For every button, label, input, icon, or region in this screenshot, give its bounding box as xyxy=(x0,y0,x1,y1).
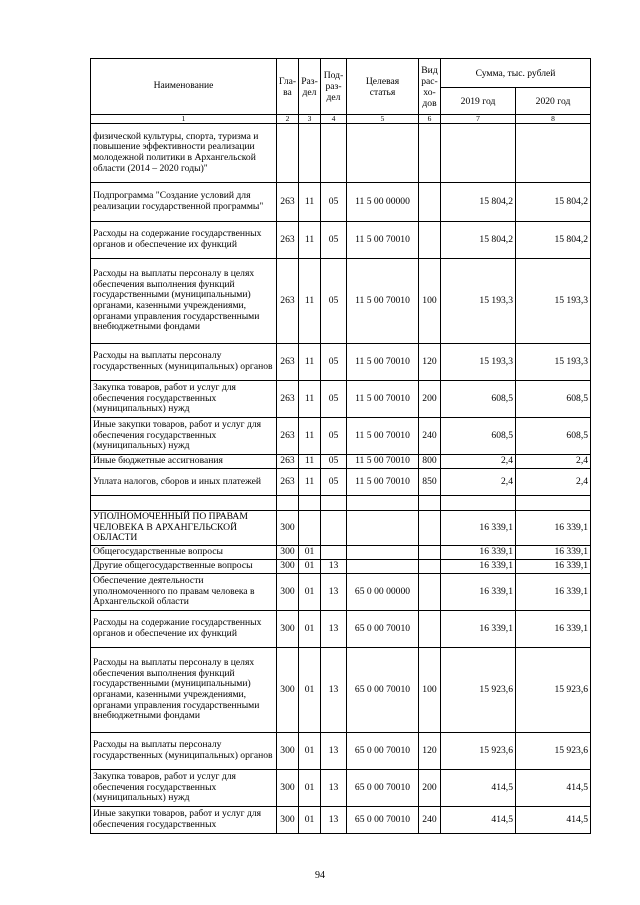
row-section: 11 xyxy=(299,183,321,222)
row-amount-2020: 16 339,1 xyxy=(516,611,591,648)
row-amount-2020: 16 339,1 xyxy=(516,560,591,574)
row-target: 11 5 00 70010 xyxy=(347,222,419,259)
row-expense-type: 240 xyxy=(419,418,441,455)
row-chapter: 300 xyxy=(277,511,299,546)
row-name: Расходы на выплаты персоналу в целях обеспечения выполнения функций государственными (муниципальными) органами, казенными учреждениями, органами управления государственными внебюджетными фондами xyxy=(91,648,277,733)
table-row xyxy=(91,469,591,496)
column-number: 6 xyxy=(419,115,441,124)
row-target: 11 5 00 70010 xyxy=(347,259,419,344)
row-section: 01 xyxy=(299,574,321,611)
row-amount-2019: 608,5 xyxy=(441,381,516,418)
row-chapter: 263 xyxy=(277,381,299,418)
row-target: 65 0 00 70010 xyxy=(347,611,419,648)
spacer-row xyxy=(91,496,591,511)
row-expense-type: 850 xyxy=(419,469,441,496)
header-subsection xyxy=(321,59,347,115)
row-target: 65 0 00 70010 xyxy=(347,648,419,733)
row-amount-2020: 16 339,1 xyxy=(516,574,591,611)
header-subsection-label: Под- раз- дел xyxy=(323,70,344,103)
row-amount-2019: 15 923,6 xyxy=(441,648,516,733)
row-subsection: 05 xyxy=(321,381,347,418)
column-number: 4 xyxy=(321,115,347,124)
row-chapter: 263 xyxy=(277,418,299,455)
row-target: 65 0 00 70010 xyxy=(347,807,419,834)
row-amount-2019: 15 804,2 xyxy=(441,183,516,222)
row-amount-2019: 608,5 xyxy=(441,418,516,455)
row-expense-type: 120 xyxy=(419,733,441,770)
row-amount-2019 xyxy=(441,496,516,511)
row-section xyxy=(299,511,321,546)
row-section: 11 xyxy=(299,455,321,469)
row-amount-2019: 15 804,2 xyxy=(441,222,516,259)
row-expense-type xyxy=(419,546,441,560)
row-subsection xyxy=(321,511,347,546)
row-section: 11 xyxy=(299,381,321,418)
row-expense-type: 200 xyxy=(419,381,441,418)
row-target: 65 0 00 70010 xyxy=(347,733,419,770)
row-amount-2019: 15 193,3 xyxy=(441,344,516,381)
row-subsection: 13 xyxy=(321,770,347,807)
table-body xyxy=(91,124,591,834)
row-chapter: 300 xyxy=(277,560,299,574)
column-number: 3 xyxy=(299,115,321,124)
row-subsection: 13 xyxy=(321,648,347,733)
header-target-label: Целевая статья xyxy=(365,75,400,98)
row-amount-2019 xyxy=(441,124,516,183)
row-target: 11 5 00 70010 xyxy=(347,455,419,469)
header-expense-type xyxy=(419,59,441,115)
row-expense-type xyxy=(419,183,441,222)
row-expense-type: 100 xyxy=(419,259,441,344)
row-expense-type xyxy=(419,560,441,574)
row-subsection: 05 xyxy=(321,469,347,496)
table-row xyxy=(91,733,591,770)
row-chapter: 300 xyxy=(277,546,299,560)
row-subsection: 05 xyxy=(321,183,347,222)
header-target xyxy=(347,59,419,115)
row-target: 11 5 00 70010 xyxy=(347,469,419,496)
row-section: 11 xyxy=(299,469,321,496)
header-section-label: Раз- дел xyxy=(301,75,318,98)
row-name: Иные закупки товаров, работ и услуг для обеспечения государственных (муниципальных) нужд xyxy=(91,418,277,455)
row-amount-2020: 414,5 xyxy=(516,807,591,834)
row-section: 01 xyxy=(299,611,321,648)
header-year-2019: 2019 год xyxy=(441,88,516,115)
row-chapter: 263 xyxy=(277,344,299,381)
row-amount-2020: 16 339,1 xyxy=(516,546,591,560)
row-subsection: 13 xyxy=(321,611,347,648)
row-amount-2019: 2,4 xyxy=(441,469,516,496)
row-name: Подпрограмма "Создание условий для реализации государственной программы" xyxy=(91,183,277,222)
row-chapter: 263 xyxy=(277,259,299,344)
row-section: 11 xyxy=(299,222,321,259)
row-target xyxy=(347,560,419,574)
row-target: 11 5 00 70010 xyxy=(347,344,419,381)
header-chapter xyxy=(277,59,299,115)
row-target: 65 0 00 70010 xyxy=(347,770,419,807)
row-chapter xyxy=(277,496,299,511)
table-row xyxy=(91,770,591,807)
row-chapter: 300 xyxy=(277,648,299,733)
row-section: 01 xyxy=(299,648,321,733)
column-number: 7 xyxy=(441,115,516,124)
row-name: Расходы на выплаты персоналу в целях обеспечения выполнения функций государственными (муниципальными) органами, казенными учреждениями, органами управления государственными внебюджетными фондами xyxy=(91,259,277,344)
row-section: 01 xyxy=(299,733,321,770)
row-subsection: 05 xyxy=(321,418,347,455)
row-target: 11 5 00 70010 xyxy=(347,418,419,455)
row-chapter: 300 xyxy=(277,807,299,834)
header-name: Наименование xyxy=(91,59,277,115)
row-section: 11 xyxy=(299,259,321,344)
row-name: Иные бюджетные ассигнования xyxy=(91,455,277,469)
row-expense-type: 120 xyxy=(419,344,441,381)
row-subsection: 05 xyxy=(321,344,347,381)
row-name: Расходы на содержание государственных органов и обеспечение их функций xyxy=(91,611,277,648)
table-row xyxy=(91,574,591,611)
row-subsection xyxy=(321,496,347,511)
row-target xyxy=(347,546,419,560)
row-chapter: 300 xyxy=(277,770,299,807)
row-expense-type xyxy=(419,222,441,259)
column-numbers-row xyxy=(91,115,591,124)
row-name xyxy=(91,496,277,511)
row-section xyxy=(299,124,321,183)
table-row xyxy=(91,259,591,344)
table-row xyxy=(91,455,591,469)
row-subsection: 13 xyxy=(321,560,347,574)
row-name: физической культуры, спорта, туризма и повышение эффективности реализации молодежной политики в Архангельской области (2014 – 2020 годы)" xyxy=(91,124,277,183)
header-year-2020: 2020 год xyxy=(516,88,591,115)
row-expense-type xyxy=(419,124,441,183)
row-target: 11 5 00 70010 xyxy=(347,381,419,418)
table-row xyxy=(91,222,591,259)
row-amount-2019: 16 339,1 xyxy=(441,560,516,574)
row-amount-2020: 414,5 xyxy=(516,770,591,807)
budget-table xyxy=(90,58,591,834)
row-amount-2019: 15 193,3 xyxy=(441,259,516,344)
row-section xyxy=(299,496,321,511)
row-subsection: 05 xyxy=(321,222,347,259)
table-row xyxy=(91,418,591,455)
row-subsection: 13 xyxy=(321,574,347,611)
row-amount-2020: 15 923,6 xyxy=(516,733,591,770)
row-amount-2019: 414,5 xyxy=(441,770,516,807)
row-section: 01 xyxy=(299,807,321,834)
row-subsection: 13 xyxy=(321,807,347,834)
row-target: 65 0 00 00000 xyxy=(347,574,419,611)
row-section: 01 xyxy=(299,770,321,807)
table-row xyxy=(91,648,591,733)
row-amount-2019: 16 339,1 xyxy=(441,546,516,560)
row-name: Закупка товаров, работ и услуг для обеспечения государственных (муниципальных) нужд xyxy=(91,770,277,807)
row-name: Общегосударственные вопросы xyxy=(91,546,277,560)
table-row xyxy=(91,560,591,574)
row-subsection: 13 xyxy=(321,733,347,770)
row-subsection xyxy=(321,546,347,560)
row-expense-type xyxy=(419,511,441,546)
row-amount-2019: 2,4 xyxy=(441,455,516,469)
page-number: 94 xyxy=(315,870,325,881)
row-chapter: 263 xyxy=(277,469,299,496)
table-row xyxy=(91,611,591,648)
table-row xyxy=(91,344,591,381)
row-section: 01 xyxy=(299,560,321,574)
row-amount-2020: 15 804,2 xyxy=(516,222,591,259)
column-number: 8 xyxy=(516,115,591,124)
table-row xyxy=(91,381,591,418)
row-amount-2020 xyxy=(516,124,591,183)
row-name: Расходы на содержание государственных органов и обеспечение их функций xyxy=(91,222,277,259)
row-name: Обеспечение деятельности уполномоченного по правам человека в Архангельской области xyxy=(91,574,277,611)
row-target xyxy=(347,496,419,511)
row-amount-2020: 2,4 xyxy=(516,469,591,496)
row-amount-2020: 15 923,6 xyxy=(516,648,591,733)
row-expense-type xyxy=(419,574,441,611)
header-sum: Сумма, тыс. рублей xyxy=(441,59,591,88)
row-expense-type: 100 xyxy=(419,648,441,733)
row-amount-2019: 16 339,1 xyxy=(441,511,516,546)
row-section: 11 xyxy=(299,344,321,381)
row-chapter: 263 xyxy=(277,183,299,222)
header-section xyxy=(299,59,321,115)
row-chapter: 263 xyxy=(277,222,299,259)
table-row xyxy=(91,511,591,546)
row-name: УПОЛНОМОЧЕННЫЙ ПО ПРАВАМ ЧЕЛОВЕКА В АРХАНГЕЛЬСКОЙ ОБЛАСТИ xyxy=(91,511,277,546)
row-name: Уплата налогов, сборов и иных платежей xyxy=(91,469,277,496)
row-chapter: 300 xyxy=(277,574,299,611)
row-amount-2020: 2,4 xyxy=(516,455,591,469)
column-number: 5 xyxy=(347,115,419,124)
row-section: 11 xyxy=(299,418,321,455)
header-row xyxy=(91,59,591,88)
row-expense-type: 200 xyxy=(419,770,441,807)
row-amount-2020: 15 804,2 xyxy=(516,183,591,222)
row-subsection: 05 xyxy=(321,455,347,469)
row-section: 01 xyxy=(299,546,321,560)
table-row xyxy=(91,124,591,183)
row-subsection xyxy=(321,124,347,183)
row-name: Другие общегосударственные вопросы xyxy=(91,560,277,574)
table-row xyxy=(91,183,591,222)
row-target: 11 5 00 00000 xyxy=(347,183,419,222)
row-amount-2019: 414,5 xyxy=(441,807,516,834)
row-amount-2020 xyxy=(516,496,591,511)
row-subsection: 05 xyxy=(321,259,347,344)
row-amount-2020: 15 193,3 xyxy=(516,344,591,381)
row-chapter: 300 xyxy=(277,733,299,770)
table-row xyxy=(91,546,591,560)
row-amount-2019: 16 339,1 xyxy=(441,611,516,648)
row-target xyxy=(347,511,419,546)
table-row xyxy=(91,807,591,834)
column-number: 2 xyxy=(277,115,299,124)
row-chapter: 263 xyxy=(277,455,299,469)
row-name: Иные закупки товаров, работ и услуг для обеспечения государственных xyxy=(91,807,277,834)
row-amount-2020: 16 339,1 xyxy=(516,511,591,546)
column-number: 1 xyxy=(91,115,277,124)
header-chapter-label: Гла- ва xyxy=(279,75,297,98)
row-chapter xyxy=(277,124,299,183)
row-expense-type: 240 xyxy=(419,807,441,834)
row-amount-2020: 608,5 xyxy=(516,418,591,455)
row-target xyxy=(347,124,419,183)
row-expense-type xyxy=(419,611,441,648)
row-name: Закупка товаров, работ и услуг для обеспечения государственных (муниципальных) нужд xyxy=(91,381,277,418)
row-expense-type xyxy=(419,496,441,511)
row-chapter: 300 xyxy=(277,611,299,648)
row-amount-2020: 608,5 xyxy=(516,381,591,418)
row-amount-2019: 16 339,1 xyxy=(441,574,516,611)
row-name: Расходы на выплаты персоналу государственных (муниципальных) органов xyxy=(91,733,277,770)
row-expense-type: 800 xyxy=(419,455,441,469)
row-name: Расходы на выплаты персоналу государственных (муниципальных) органов xyxy=(91,344,277,381)
row-amount-2019: 15 923,6 xyxy=(441,733,516,770)
row-amount-2020: 15 193,3 xyxy=(516,259,591,344)
header-expense-type-label: Вид рас- хо- дов xyxy=(421,64,438,109)
